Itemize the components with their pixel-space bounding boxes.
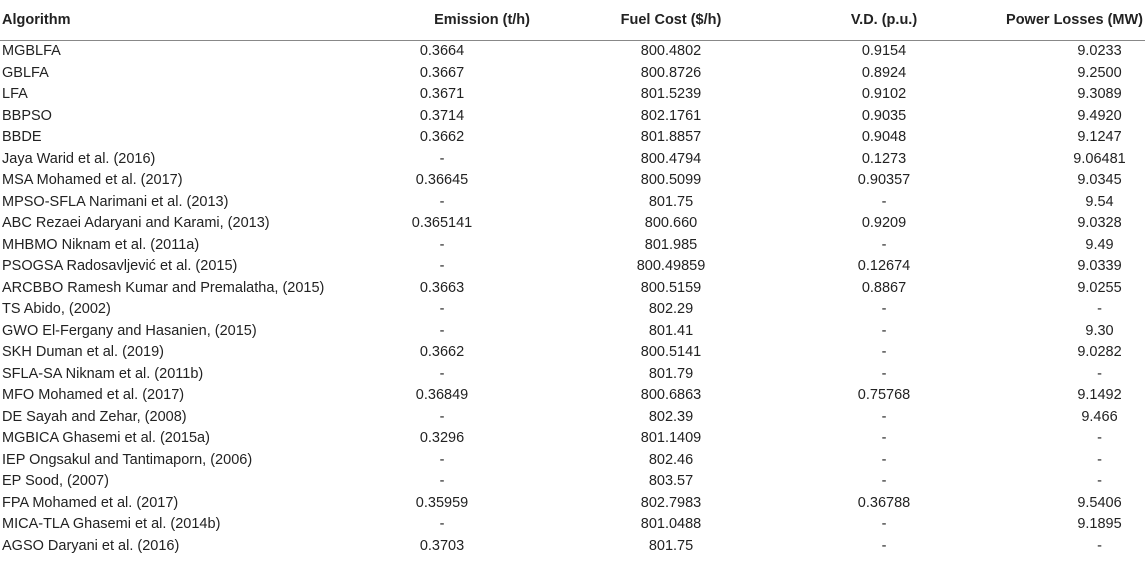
voltage-deviation-cell: 0.9048 — [861, 129, 907, 145]
power-losses-cell: - — [1097, 473, 1102, 489]
emission-cell: - — [439, 150, 445, 167]
power-losses-cell: - — [1097, 301, 1102, 317]
fuel-cost-cell: 801.8857 — [640, 129, 702, 145]
power-losses-cell: 9.54 — [1085, 193, 1114, 210]
emission-cell: 0.3703 — [419, 537, 465, 554]
voltage-deviation-cell: 0.75768 — [857, 387, 911, 403]
voltage-deviation-cell: 0.9035 — [861, 107, 907, 124]
fuel-cost-cell: 803.57 — [648, 473, 694, 489]
algorithm-cell: SFLA-SA Niknam et al. (2011b) — [2, 365, 204, 382]
table-row — [0, 170, 1145, 192]
fuel-cost-cell: 801.79 — [648, 365, 694, 382]
power-losses-cell: 9.5406 — [1077, 494, 1122, 511]
emission-cell: - — [439, 258, 445, 274]
algorithm-cell: LFA — [2, 86, 28, 102]
table-row — [0, 192, 1145, 214]
header-power-losses: Power Losses (MW) — [966, 0, 1145, 41]
table-row — [0, 235, 1145, 257]
table-row — [0, 385, 1145, 407]
emission-cell: - — [439, 365, 445, 382]
algorithm-cell: AGSO Daryani et al. (2016) — [2, 537, 180, 554]
power-losses-cell: - — [1097, 451, 1102, 468]
emission-cell: 0.36849 — [415, 387, 469, 403]
algorithm-cell: DE Sayah and Zehar, (2008) — [2, 408, 187, 425]
voltage-deviation-cell: - — [881, 236, 887, 253]
voltage-deviation-cell: - — [881, 301, 887, 317]
algorithm-cell: FPA Mohamed et al. (2017) — [2, 494, 179, 511]
table-row — [0, 536, 1145, 558]
fuel-cost-cell: 802.39 — [648, 408, 694, 425]
table-row — [0, 127, 1145, 149]
power-losses-cell: 9.0233 — [1077, 43, 1122, 59]
fuel-cost-cell: 802.7983 — [640, 494, 702, 511]
algorithm-cell: MGBLFA — [2, 43, 61, 59]
table-row — [0, 450, 1145, 472]
algorithm-cell: MPSO-SFLA Narimani et al. (2013) — [2, 193, 229, 210]
emission-cell: 0.3662 — [419, 344, 465, 360]
fuel-cost-cell: 800.5099 — [640, 172, 702, 188]
table-row — [0, 106, 1145, 128]
table-row — [0, 84, 1145, 106]
voltage-deviation-cell: - — [881, 344, 887, 360]
algorithm-cell: GWO El-Fergany and Hasanien, (2015) — [2, 322, 257, 339]
voltage-deviation-cell: - — [881, 537, 887, 554]
fuel-cost-cell: 800.5141 — [640, 344, 702, 360]
fuel-cost-cell: 801.75 — [648, 537, 694, 554]
table-row — [0, 514, 1145, 536]
fuel-cost-cell: 801.41 — [648, 322, 694, 339]
emission-cell: 0.36645 — [415, 172, 469, 188]
fuel-cost-cell: 800.4794 — [640, 150, 702, 167]
power-losses-cell: 9.2500 — [1077, 64, 1122, 81]
voltage-deviation-cell: - — [881, 322, 887, 339]
power-losses-cell: 9.30 — [1085, 322, 1114, 339]
algorithm-cell: PSOGSA Radosavljević et al. (2015) — [2, 258, 238, 274]
emission-cell: - — [439, 516, 445, 532]
power-losses-cell: 9.0282 — [1077, 344, 1122, 360]
voltage-deviation-cell: - — [881, 516, 887, 532]
emission-cell: 0.3663 — [419, 279, 465, 296]
fuel-cost-cell: 802.29 — [648, 301, 694, 317]
algorithm-cell: MHBMO Niknam et al. (2011a) — [2, 236, 200, 253]
emission-cell: - — [439, 193, 445, 210]
table-row — [0, 342, 1145, 364]
fuel-cost-cell: 800.8726 — [640, 64, 702, 81]
fuel-cost-cell: 801.0488 — [640, 516, 702, 532]
power-losses-cell: 9.0339 — [1077, 258, 1122, 274]
power-losses-cell: 9.466 — [1081, 408, 1118, 425]
algorithm-cell: MFO Mohamed et al. (2017) — [2, 387, 185, 403]
table-row — [0, 364, 1145, 386]
emission-cell: - — [439, 473, 445, 489]
emission-cell: 0.3714 — [419, 107, 465, 124]
voltage-deviation-cell: 0.9102 — [861, 86, 907, 102]
voltage-deviation-cell: - — [881, 193, 887, 210]
fuel-cost-cell: 800.5159 — [640, 279, 702, 296]
emission-cell: 0.3664 — [419, 43, 465, 59]
emission-cell: - — [439, 322, 445, 339]
voltage-deviation-cell: - — [881, 473, 887, 489]
power-losses-cell: 9.0255 — [1077, 279, 1122, 296]
algorithm-cell: MSA Mohamed et al. (2017) — [2, 172, 183, 188]
header-voltage-deviation: V.D. (p.u.) — [802, 0, 966, 41]
table-row — [0, 256, 1145, 278]
algorithm-cell: SKH Duman et al. (2019) — [2, 344, 164, 360]
power-losses-cell: 9.1895 — [1077, 516, 1122, 532]
algorithm-cell: MICA-TLA Ghasemi et al. (2014b) — [2, 516, 221, 532]
emission-cell: - — [439, 236, 445, 253]
algorithm-cell: GBLFA — [2, 64, 49, 81]
algorithm-cell: ARCBBO Ramesh Kumar and Premalatha, (2015) — [2, 279, 325, 296]
emission-cell: 0.365141 — [411, 215, 473, 231]
voltage-deviation-cell: 0.8924 — [861, 64, 907, 81]
voltage-deviation-cell: - — [881, 430, 887, 446]
voltage-deviation-cell: 0.1273 — [861, 150, 907, 167]
power-losses-cell: 9.3089 — [1077, 86, 1122, 102]
emission-cell: 0.3671 — [419, 86, 465, 102]
voltage-deviation-cell: 0.9209 — [861, 215, 907, 231]
emission-cell: 0.3667 — [419, 64, 465, 81]
fuel-cost-cell: 801.75 — [648, 193, 694, 210]
algorithm-cell: IEP Ongsakul and Tantimaporn, (2006) — [2, 451, 253, 468]
fuel-cost-cell: 802.1761 — [640, 107, 702, 124]
power-losses-cell: 9.1247 — [1077, 129, 1122, 145]
power-losses-cell: - — [1097, 365, 1102, 382]
algorithm-cell: EP Sood, (2007) — [2, 473, 109, 489]
voltage-deviation-cell: 0.36788 — [857, 494, 911, 511]
power-losses-cell: 9.0328 — [1077, 215, 1122, 231]
emission-cell: - — [439, 451, 445, 468]
voltage-deviation-cell: - — [881, 408, 887, 425]
table-row — [0, 471, 1145, 493]
header-fuel-cost: Fuel Cost ($/h) — [540, 0, 802, 41]
power-losses-cell: 9.4920 — [1077, 107, 1122, 124]
power-losses-cell: 9.49 — [1085, 236, 1114, 253]
algorithm-cell: Jaya Warid et al. (2016) — [2, 150, 156, 167]
table-row — [0, 213, 1145, 235]
fuel-cost-cell: 801.1409 — [640, 430, 702, 446]
emission-cell: - — [439, 408, 445, 425]
table-row — [0, 407, 1145, 429]
voltage-deviation-cell: 0.90357 — [857, 172, 911, 188]
voltage-deviation-cell: - — [881, 365, 887, 382]
algorithm-cell: BBPSO — [2, 107, 52, 124]
voltage-deviation-cell: 0.9154 — [861, 43, 907, 59]
header-row — [0, 0, 1145, 41]
voltage-deviation-cell: 0.8867 — [861, 279, 907, 296]
algorithm-cell: MGBICA Ghasemi et al. (2015a) — [2, 430, 210, 446]
fuel-cost-cell: 800.6863 — [640, 387, 702, 403]
emission-cell: 0.3662 — [419, 129, 465, 145]
emission-cell: 0.35959 — [415, 494, 469, 511]
fuel-cost-cell: 801.985 — [644, 236, 698, 253]
voltage-deviation-cell: 0.12674 — [857, 258, 911, 274]
power-losses-cell: 9.1492 — [1077, 387, 1122, 403]
fuel-cost-cell: 800.49859 — [636, 258, 706, 274]
algorithm-cell: BBDE — [2, 129, 42, 145]
emission-cell: 0.3296 — [419, 430, 465, 446]
table-row — [0, 149, 1145, 171]
header-emission: Emission (t/h) — [344, 0, 540, 41]
power-losses-cell: - — [1097, 430, 1102, 446]
fuel-cost-cell: 801.5239 — [640, 86, 702, 102]
table-row — [0, 493, 1145, 515]
fuel-cost-cell: 802.46 — [648, 451, 694, 468]
table-row — [0, 321, 1145, 343]
voltage-deviation-cell: - — [881, 451, 887, 468]
fuel-cost-cell: 800.4802 — [640, 43, 702, 59]
table-row — [0, 278, 1145, 300]
table-row — [0, 63, 1145, 85]
table-row — [0, 299, 1145, 321]
table-row — [0, 41, 1145, 63]
emission-cell: - — [439, 301, 445, 317]
power-losses-cell: - — [1097, 537, 1102, 554]
header-algorithm: Algorithm — [0, 0, 344, 41]
table-row — [0, 428, 1145, 450]
power-losses-cell: 9.06481 — [1073, 150, 1126, 167]
algorithm-cell: TS Abido, (2002) — [2, 301, 111, 317]
algorithm-cell: ABC Rezaei Adaryani and Karami, (2013) — [2, 215, 270, 231]
power-losses-cell: 9.0345 — [1077, 172, 1122, 188]
fuel-cost-cell: 800.660 — [644, 215, 698, 231]
table-body — [0, 41, 1145, 558]
